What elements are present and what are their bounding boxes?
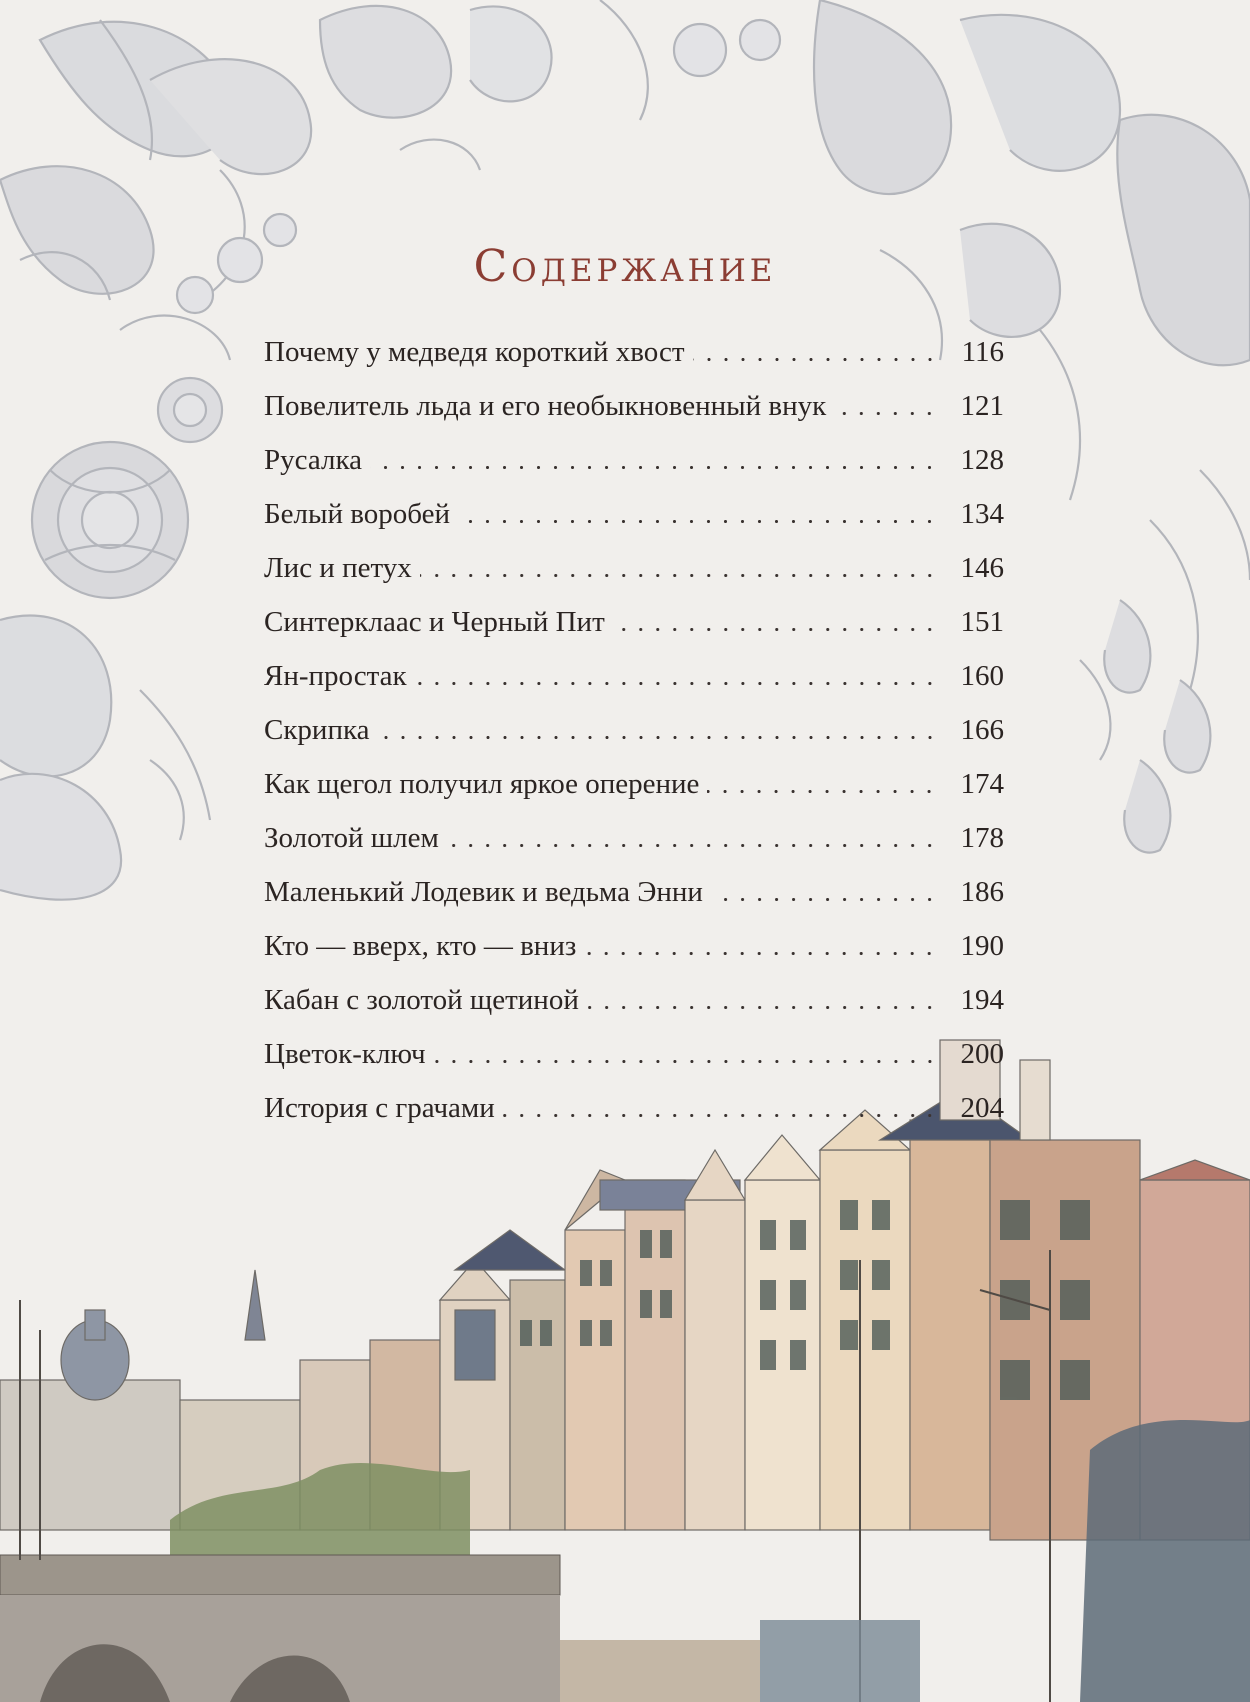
toc-entry — [264, 554, 1004, 608]
toc-entry-title: Повелитель льда и его необыкновенный внук — [264, 390, 827, 422]
dot-leader — [711, 898, 938, 901]
dot-leader — [420, 574, 938, 577]
toc-entry — [264, 446, 1004, 500]
toc-entry-page: 186 — [960, 876, 1004, 908]
toc-entry — [264, 1094, 1004, 1148]
toc-entry-page: 116 — [961, 336, 1004, 368]
table-of-contents — [264, 338, 1004, 1148]
dot-leader — [370, 466, 938, 469]
toc-entry — [264, 878, 1004, 932]
toc-entry-title: Как щегол получил яркое оперение — [264, 768, 700, 800]
toc-entry-title: Маленький Лодевик и ведьма Энни — [264, 876, 703, 908]
dot-leader — [503, 1114, 938, 1117]
dot-leader — [707, 790, 938, 793]
toc-entry — [264, 824, 1004, 878]
toc-entry-page: 174 — [960, 768, 1004, 800]
toc-entry-page: 151 — [960, 606, 1004, 638]
toc-entry — [264, 986, 1004, 1040]
toc-entry-title: Кабан с золотой щетиной — [264, 984, 579, 1016]
toc-entry-title: Цветок-ключ — [264, 1038, 426, 1070]
toc-entry-page: 121 — [960, 390, 1004, 422]
toc-entry-title: Скрипка — [264, 714, 370, 746]
toc-entry-page: 146 — [960, 552, 1004, 584]
dot-leader — [434, 1060, 938, 1063]
toc-entry-title: Золотой шлем — [264, 822, 439, 854]
page-title: Содержание — [473, 241, 777, 293]
toc-entry-page: 178 — [960, 822, 1004, 854]
toc-entry — [264, 392, 1004, 446]
dot-leader — [613, 628, 938, 631]
toc-entry-title: Почему у медведя короткий хвост — [264, 336, 685, 368]
dot-leader — [834, 412, 938, 415]
toc-entry — [264, 770, 1004, 824]
toc-entry-page: 134 — [960, 498, 1004, 530]
toc-entry-title: Лис и петух — [264, 552, 412, 584]
toc-entry-page: 190 — [960, 930, 1004, 962]
toc-entry-page: 160 — [960, 660, 1004, 692]
toc-entry-title: История с грачами — [264, 1092, 495, 1124]
toc-entry-page: 204 — [960, 1092, 1004, 1124]
toc-entry-page: 200 — [960, 1038, 1004, 1070]
dot-leader — [415, 682, 938, 685]
toc-entry — [264, 608, 1004, 662]
toc-entry-title: Синтерклаас и Черный Пит — [264, 606, 605, 638]
dot-leader — [693, 358, 939, 361]
toc-entry — [264, 338, 1004, 392]
dot-leader — [378, 736, 939, 739]
dot-leader — [447, 844, 938, 847]
toc-entry — [264, 716, 1004, 770]
toc-entry-page: 166 — [960, 714, 1004, 746]
toc-entry — [264, 932, 1004, 986]
toc-entry-title: Русалка — [264, 444, 362, 476]
toc-entry-page: 128 — [960, 444, 1004, 476]
dot-leader — [587, 1006, 938, 1009]
toc-entry — [264, 662, 1004, 716]
dot-leader — [584, 952, 938, 955]
toc-entry-page: 194 — [960, 984, 1004, 1016]
toc-entry-title: Белый воробей — [264, 498, 451, 530]
toc-entry — [264, 1040, 1004, 1094]
toc-entry — [264, 500, 1004, 554]
toc-entry-title: Кто — вверх, кто — вниз — [264, 930, 577, 962]
dot-leader — [458, 520, 938, 523]
toc-entry-title: Ян-простак — [264, 660, 407, 692]
